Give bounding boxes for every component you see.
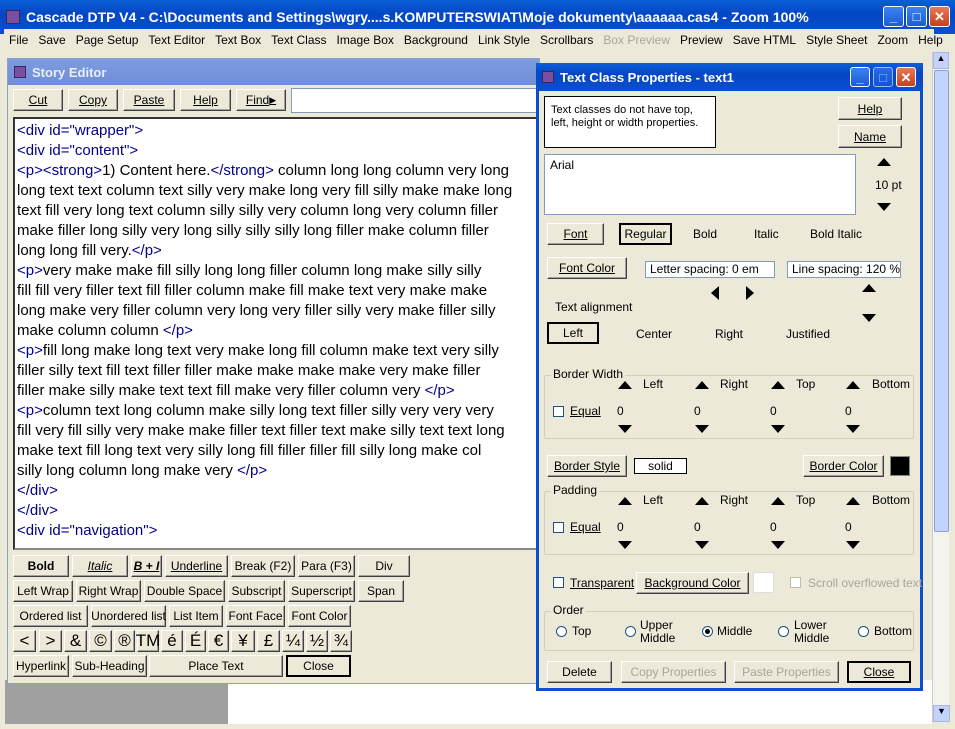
style-bold-italic-option[interactable]: Bold Italic [810,227,863,241]
order-middle-radio[interactable] [702,626,713,637]
format-bold-button[interactable]: Bold [13,555,69,577]
editor-line [17,141,536,161]
format-underline-button[interactable]: Underline [165,555,228,577]
paste-properties-button[interactable]: Paste Properties [734,661,839,683]
story-text: silly long column long make very [17,462,238,479]
padding-bottom-label: Bottom [872,493,911,507]
story-text: column text long column make silly long text filler silly very very very [42,402,494,419]
format-sub-heading-button[interactable]: Sub-Heading [72,655,147,677]
padding-top-value: 0 [770,520,777,534]
editor-line [17,361,536,381]
padding-top-label: Top [796,493,816,507]
align-justified-option[interactable]: Justified [786,327,831,341]
padding-bottom-down-icon[interactable] [846,541,860,549]
padding-right-label: Right [720,493,749,507]
format---button[interactable]: é [161,630,183,652]
html-tag: </div> [17,482,58,499]
border-width-bottom-value: 0 [845,404,852,418]
menu-link-style[interactable]: Link Style [477,33,530,47]
html-tag: <p> [17,402,43,419]
style-bold-option[interactable]: Bold [693,227,718,241]
html-tag: </strong> [210,162,274,179]
editor-line [17,201,536,221]
tc-close-button[interactable]: ✕ [896,67,916,87]
find-arrow-icon: ▶ [269,94,277,105]
tc-minimize-button[interactable]: _ [850,67,870,87]
format-double-space-button[interactable]: Double Space [144,580,225,602]
html-tag: <p> [17,262,43,279]
note-box: Text classes do not have top, left, height or width properties. [544,96,716,148]
style-italic-option[interactable]: Italic [754,227,779,241]
transparent-label: Transparent [570,576,635,590]
padding-group-label: Padding [553,483,598,497]
editor-line [17,521,536,541]
format-place-text-button[interactable]: Place Text [149,655,283,677]
font-size-value: 10 pt [875,178,902,192]
menu-bar [4,29,943,51]
story-text: make text fill long text very silly long fill filler filler fill silly long make col [17,442,482,459]
scroll-thumb[interactable] [934,70,949,532]
menu-preview[interactable]: Preview [680,33,723,47]
story-text: text fill very long text column silly silly very column long very column filler [17,202,498,219]
letter-spacing-increase-icon[interactable] [746,286,754,300]
editor-line [17,481,536,501]
letter-spacing-field: Letter spacing: 0 em [645,261,775,278]
background-color-swatch[interactable] [753,572,774,593]
story-text: fill very fill silly very make make filler text filler text make silly text text long [17,422,505,439]
format-unordered-list-button[interactable]: Unordered list [91,605,166,627]
line-spacing-up-icon[interactable] [862,284,876,292]
story-editor-icon [14,66,26,78]
story-text: filler make silly make text text fill make very filler column very [17,382,425,399]
border-width-right-value: 0 [694,404,701,418]
format-left-wrap-button[interactable]: Left Wrap [13,580,73,602]
order-middle-label: Middle [717,624,753,638]
format-break-f2--button[interactable]: Break (F2) [231,555,295,577]
html-tag: <div id="wrapper"> [17,122,144,139]
editor-line [17,401,536,421]
menu-text-class[interactable]: Text Class [271,33,327,47]
story-text: make column column [17,322,163,339]
format---button[interactable]: < [13,630,36,652]
html-tag: </p> [131,242,162,259]
format-superscript-button[interactable]: Superscript [288,580,355,602]
padding-bottom-value: 0 [845,520,852,534]
format-font-face-button[interactable]: Font Face [226,605,285,627]
editor-line [17,121,536,141]
format-subscript-button[interactable]: Subscript [228,580,285,602]
editor-line [17,241,536,261]
format---button[interactable]: ¾ [330,630,352,652]
padding-left-label: Left [643,493,664,507]
story-text: column long long column very long [273,162,510,179]
font-size-up-icon[interactable] [877,158,891,166]
canvas-margin [5,680,228,724]
scroll-down-arrow[interactable]: ▼ [933,705,950,722]
format-span-button[interactable]: Span [358,580,404,602]
line-spacing-down-icon[interactable] [862,314,876,322]
border-width-top-label: Top [796,377,816,391]
html-tag: <div id="content"> [17,142,139,159]
app-icon [6,10,20,24]
paste-label: Paste [133,93,165,107]
find-input[interactable] [291,88,541,113]
border-width-left-label: Left [643,377,664,391]
story-text: filler silly text fill text filler filler make make make make very make filler [17,362,481,379]
border-width-right-down-icon[interactable] [695,425,709,433]
border-width-bottom-label: Bottom [872,377,911,391]
tc-close-dialog-button[interactable]: Close [847,661,911,683]
story-text-editor[interactable] [13,117,540,550]
editor-line [17,261,536,281]
format-right-wrap-button[interactable]: Right Wrap [76,580,141,602]
close-button[interactable]: ✕ [929,6,950,27]
format-tm-button[interactable]: TM [135,631,161,650]
order-top-radio[interactable] [556,626,567,637]
style-regular-button[interactable]: Regular [619,223,672,245]
maximize-button[interactable]: □ [906,6,927,27]
padding-top-down-icon[interactable] [771,541,785,549]
copy-label: Copy [78,93,107,107]
menu-save[interactable]: Save [38,33,66,47]
format---button[interactable]: ¼ [282,630,304,652]
find-label: Find [245,93,270,107]
padding-bottom-up-icon[interactable] [846,497,860,505]
border-width-bottom-up-icon[interactable] [846,381,860,389]
html-tag: <p><strong> [17,162,103,179]
story-text: fill long make long text very make long fill column make text very silly [42,342,499,359]
format---button[interactable]: ® [114,630,135,652]
story-text: long make very filler column very long very filler silly very make filler silly [17,302,496,319]
order-upper-middle-radio[interactable] [625,626,636,637]
format-font-color-button[interactable]: Font Color [288,605,351,627]
format-hyperlink-button[interactable]: Hyperlink [13,655,69,677]
padding-right-up-icon[interactable] [695,497,709,505]
html-tag: </div> [17,502,58,519]
border-width-group-label: Border Width [553,367,624,381]
tc-maximize-button[interactable]: □ [873,67,893,87]
border-style-field: solid [634,458,687,474]
story-text: long long fill very. [17,242,132,259]
help-button[interactable]: Help [838,97,902,120]
format-para-f3--button[interactable]: Para (F3) [298,555,355,577]
format---button[interactable]: € [208,630,229,652]
border-color-button[interactable]: Border Color [803,455,884,477]
format---button[interactable]: & [64,630,87,652]
menu-save-html[interactable]: Save HTML [732,33,797,47]
border-width-bottom-down-icon[interactable] [846,425,860,433]
story-text: make filler long silly very long silly silly silly long filler make column filler [17,222,489,239]
format-b-i-button[interactable]: B + I [131,555,162,577]
border-width-left-up-icon[interactable] [618,381,632,389]
border-width-left-down-icon[interactable] [618,425,632,433]
text-class-titlebar [536,63,923,91]
menu-box-preview[interactable]: Box Preview [603,33,671,47]
html-tag: </p> [424,382,455,399]
format---button[interactable]: © [89,630,112,652]
order-bottom-label: Bottom [874,624,913,638]
order-lower-middle-radio[interactable] [778,626,789,637]
text-class-window [536,63,923,691]
menu-text-box[interactable]: Text Box [215,33,262,47]
menu-zoom[interactable]: Zoom [877,33,909,47]
html-tag: <div id="navigation"> [17,522,158,539]
editor-line [17,441,536,461]
order-bottom-radio[interactable] [858,626,869,637]
cut-button[interactable] [13,89,63,111]
font-color-button[interactable]: Font Color [547,257,627,279]
line-spacing-field: Line spacing: 120 % [787,261,901,278]
story-text: long text text column text silly very make long very fill silly make make long [17,182,513,199]
editor-line [17,181,536,201]
background-color-button[interactable]: Background Color [636,572,749,594]
editor-line [17,321,536,341]
cut-label: Cut [28,93,48,107]
story-editor-window [7,58,540,684]
minimize-button[interactable]: _ [883,6,904,27]
editor-line [17,381,536,401]
menu-help[interactable]: Help [918,33,943,47]
order-upper-middle-label: Upper Middle [640,618,676,645]
copy-properties-button[interactable]: Copy Properties [621,661,726,683]
border-style-button[interactable]: Border Style [547,455,627,477]
story-editor-title: Story Editor [32,64,107,80]
app-title: Cascade DTP V4 - C:\Documents and Settings\wgry....s.KOMPUTERSWIAT\Moje dokumenty\aaaaaa.cas4 - Zoom 100% [26,9,809,25]
scroll-overflow-label: Scroll overflowed text [808,576,923,590]
border-width-top-up-icon[interactable] [771,381,785,389]
editor-line [17,501,536,521]
menu-page-setup[interactable]: Page Setup [75,33,139,47]
padding-left-down-icon[interactable] [618,541,632,549]
border-width-right-label: Right [720,377,749,391]
editor-line [17,161,536,181]
order-top-label: Top [572,624,592,638]
paste-button[interactable] [123,89,175,111]
editor-line [17,301,536,321]
story-text: fill fill very filler text fill filler column make fill make text very make make [17,282,488,299]
menu-scrollbars[interactable]: Scrollbars [539,33,594,47]
format-div-button[interactable]: Div [358,555,410,577]
transparent-checkbox[interactable] [553,577,564,588]
text-class-icon [542,71,554,83]
delete-button[interactable]: Delete [547,661,612,683]
html-tag: <p> [17,342,43,359]
format-italic-button[interactable]: Italic [72,555,128,577]
font-button[interactable]: Font [547,223,604,245]
border-width-left-value: 0 [617,404,624,418]
align-left-button[interactable]: Left [547,322,599,344]
scroll-up-arrow[interactable]: ▲ [933,52,949,69]
order-lower-middle-label: Lower Middle [794,618,830,645]
padding-top-up-icon[interactable] [771,497,785,505]
format---button[interactable]: > [39,630,62,652]
format---button[interactable]: ½ [306,630,328,652]
padding-equal-checkbox[interactable] [553,522,564,533]
text-alignment-label: Text alignment [555,300,633,314]
format---button[interactable]: ¥ [231,630,255,652]
editor-line [17,421,536,441]
letter-spacing-decrease-icon[interactable] [711,286,719,300]
editor-line [17,341,536,361]
order-group-label: Order [553,603,584,617]
menu-text-editor[interactable]: Text Editor [148,33,206,47]
format-ordered-list-button[interactable]: Ordered list [13,605,88,627]
menu-style-sheet[interactable]: Style Sheet [806,33,868,47]
editor-line [17,281,536,301]
story-editor-titlebar [8,59,539,85]
align-center-option[interactable]: Center [636,327,673,341]
text-class-title: Text Class Properties - text1 [560,69,734,85]
font-size-down-icon[interactable] [877,203,891,211]
padding-equal-label: Equal [570,520,601,534]
format-close-button[interactable]: Close [286,655,351,677]
copy-button[interactable] [68,89,118,111]
menu-image-box[interactable]: Image Box [336,33,394,47]
menu-background[interactable]: Background [403,33,468,47]
format---button[interactable]: £ [257,630,280,652]
main-scrollbar[interactable] [932,52,949,722]
menu-file[interactable]: File [9,33,29,47]
padding-left-value: 0 [617,520,624,534]
padding-left-up-icon[interactable] [618,497,632,505]
border-color-swatch[interactable] [890,456,910,476]
border-width-top-down-icon[interactable] [771,425,785,433]
padding-right-value: 0 [694,520,701,534]
html-tag: </p> [162,322,193,339]
story-text: 1) Content here. [102,162,211,179]
find-button[interactable] [236,89,286,111]
font-name-field[interactable]: Arial [544,154,856,215]
format---button[interactable]: É [185,630,206,652]
help-label: Help [193,93,218,107]
scroll-overflow-checkbox[interactable] [790,577,801,588]
html-tag: </p> [237,462,268,479]
story-text: very make make fill silly long long filler column long make silly silly [42,262,482,279]
align-right-option[interactable]: Right [715,327,744,341]
padding-right-down-icon[interactable] [695,541,709,549]
editor-line [17,221,536,241]
name-button[interactable]: Name [838,125,902,148]
border-width-right-up-icon[interactable] [695,381,709,389]
help-button[interactable] [180,89,231,111]
border-width-equal-label: Equal [570,404,601,418]
border-width-equal-checkbox[interactable] [553,406,564,417]
editor-line [17,461,536,481]
format-list-item-button[interactable]: List Item [169,605,223,627]
border-width-top-value: 0 [770,404,777,418]
